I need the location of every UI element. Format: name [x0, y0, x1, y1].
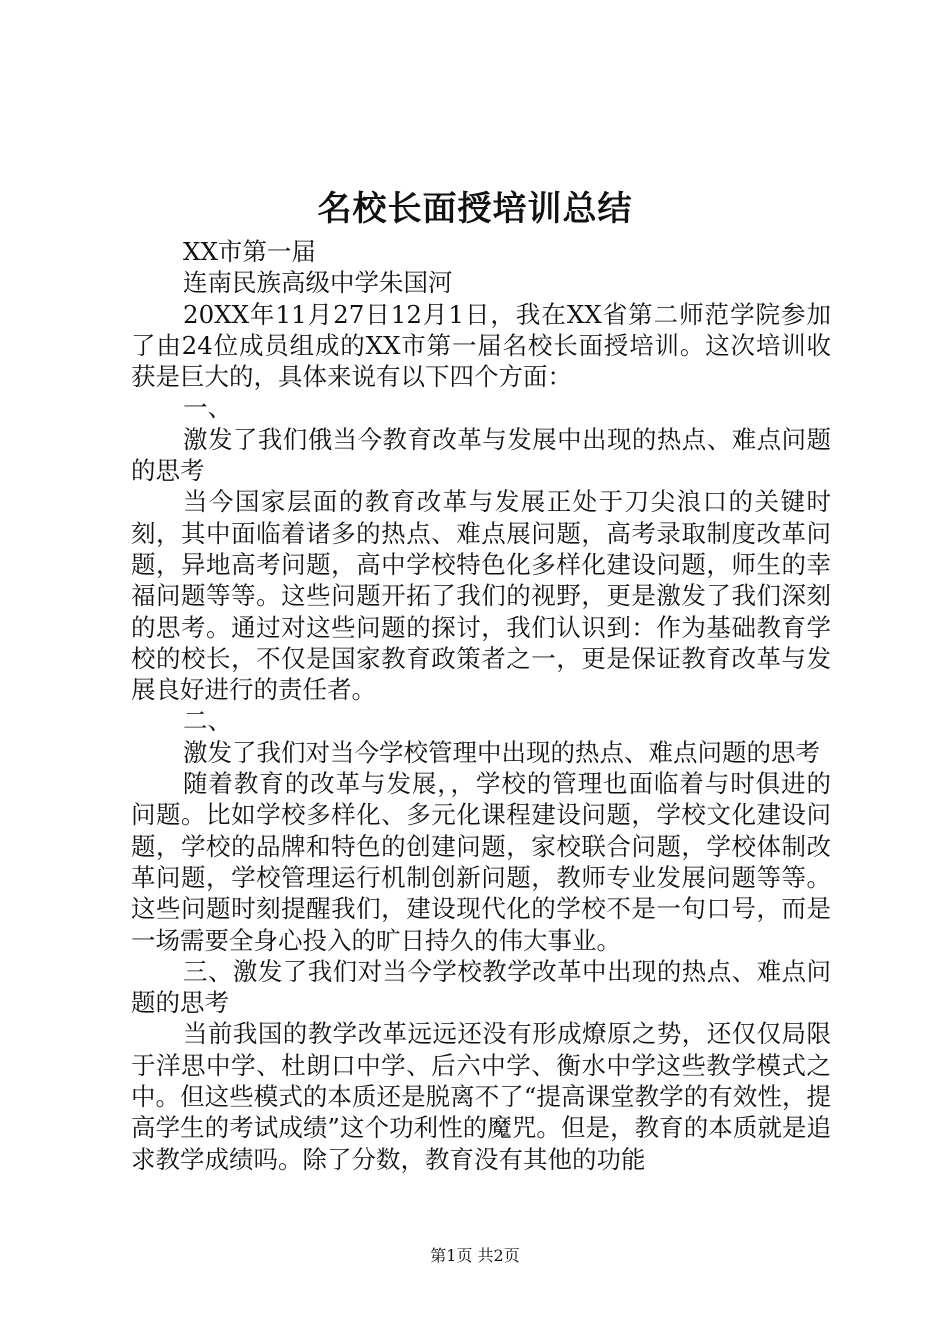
paragraph-author: 连南民族高级中学朱国河: [183, 268, 453, 298]
section-heading-3: 三、激发了我们对当今学校教学改革中出现的热点、难点问题的思考: [131, 956, 831, 1018]
paragraph-intro: 20XX年11月27日12月1日，我在XX省第二师范学院参加了由24位成员组成的XX市第一届名校长面授培训。这次培训收获是巨大的，具体来说有以下四个方面：: [131, 299, 831, 392]
section-heading-2: 激发了我们对当今学校管理中出现的热点、难点问题的思考: [183, 737, 820, 767]
page-number-footer: 第1页 共2页: [430, 1246, 520, 1265]
paragraph-section-1: 当今国家层面的教育改革与发展正处于刀尖浪口的关键时刻，其中面临着诸多的热点、难点展问题，高考录取制度改革问题，异地高考问题，高中学校特色化多样化建设问题，师生的幸福问题等等。这些问题开拓了我们的视野，更是激发了我们深刻的思考。通过对这些问题的探讨，我们认识到：作为基础教育学校的校长，不仅是国家教育政策者之一，更是保证教育改革与发展良好进行的责任者。: [131, 487, 831, 705]
section-number-1: 一、: [183, 393, 232, 423]
document-body: [131, 236, 831, 1175]
paragraph-city-session: XX市第一届: [183, 237, 316, 266]
section-number-2: 二、: [183, 706, 232, 736]
section-heading-1: 激发了我们俄当今教育改革与发展中出现的热点、难点问题的思考: [131, 424, 831, 486]
document-title: 名校长面授培训总结: [317, 189, 633, 229]
paragraph-section-2: 随着教育的改革与发展，，学校的管理也面临着与时俱进的问题。比如学校多样化、多元化课程建设问题，学校文化建设问题，学校的品牌和特色的创建问题，家校联合问题，学校体制改革问题，学校管理运行机制创新问题，教师专业发展问题等等。这些问题时刻提醒我们，建设现代化的学校不是一句口号，而是一场需要全身心投入的旷日持久的伟大事业。: [131, 769, 831, 955]
paragraph-section-3: 当前我国的教学改革远远还没有形成燎原之势，还仅仅局限于洋思中学、杜朗口中学、后六中学、衡水中学这些教学模式之中。但这些模式的本质还是脱离不了“提高课堂教学的有效性，提高学生的考试成绩”这个功利性的魔咒。但是，教育的本质就是追求教学成绩吗。除了分数，教育没有其他的功能: [131, 1019, 831, 1174]
